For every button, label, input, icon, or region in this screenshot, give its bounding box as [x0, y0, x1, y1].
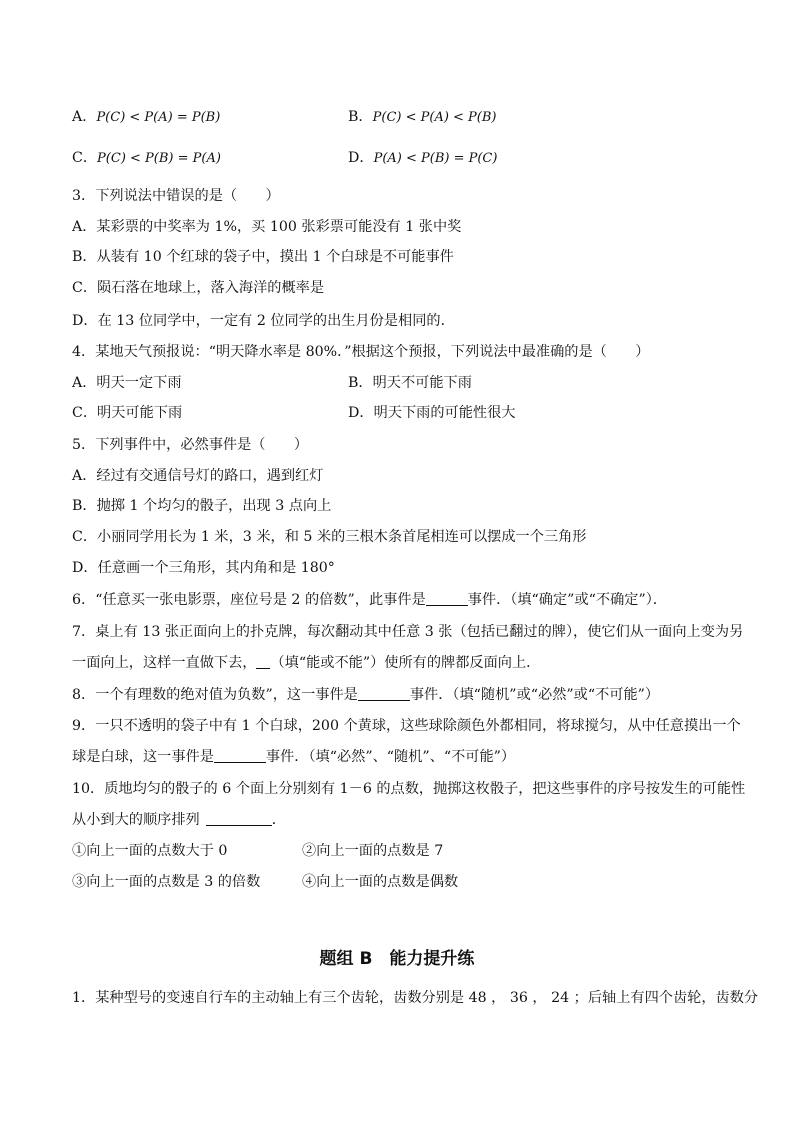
q4-option-b: B．明天不可能下雨 [348, 375, 472, 391]
q10-option-4: ④向上一面的点数是偶数 [302, 874, 459, 890]
q8 [72, 685, 659, 705]
q3-option-a: A．某彩票的中奖率为 1%，买 100 张彩票可能没有 1 张中奖 [72, 219, 462, 235]
q4-stem: 4．某地天气预报说：“明天降水率是 80%．”根据这个预报，下列说法中最准确的是（ ） [72, 344, 650, 360]
q8-text-before: 8．一个有理数的绝对值为负数”，这一事件是 [72, 687, 358, 703]
q9-text-after: 事件．（填“必然”、“随机”、“不可能”） [265, 749, 516, 765]
q6-text-after: 事件．（填“确定”或“不确定”）． [467, 592, 667, 608]
q3-option-d: D．在 13 位同学中，一定有 2 位同学的出生月份是相同的． [72, 313, 455, 329]
q3-stem: 3．下列说法中错误的是（ ） [72, 188, 280, 204]
q6 [72, 590, 667, 610]
q10-answer-blank [206, 811, 272, 826]
q2-option-b [348, 107, 497, 128]
q5-option-a: A．经过有交通信号灯的路口，遇到红灯 [72, 468, 324, 484]
q7-answer-blank [256, 654, 270, 669]
section-b-title: 题组 B 能力提升练 [319, 949, 475, 969]
q7-line2 [72, 653, 540, 673]
q2-option-a [72, 107, 220, 128]
q5-option-b: B．抛掷 1 个均匀的骰子，出现 3 点向上 [72, 498, 332, 514]
q10-option-1: ①向上一面的点数大于 0 [72, 843, 228, 859]
q8-text-after: 事件．（填“随机”或“必然”或“不可能”） [409, 687, 660, 703]
q10-option-3: ③向上一面的点数是 3 的倍数 [72, 874, 261, 890]
q10-option-2: ②向上一面的点数是 7 [302, 843, 444, 859]
q9-text-before: 球是白球，这一事件是 [72, 749, 214, 765]
q8-answer-blank [358, 686, 410, 701]
q5-stem: 5．下列事件中，必然事件是（ ） [72, 437, 309, 453]
section-b-q1: 1．某种型号的变速自行车的主动轴上有三个齿轮，齿数分别是 48 ， 36 ， 24 ；后轴上有四个齿轮，齿数分 [72, 990, 759, 1006]
q2-option-d-label: D． [348, 150, 374, 166]
q3-option-c: C．陨石落在地球上，落入海洋的概率是 [72, 280, 325, 296]
q4-option-a: A．明天一定下雨 [72, 375, 182, 391]
q4-option-c: C．明天可能下雨 [72, 405, 183, 421]
q6-answer-blank [426, 591, 468, 606]
q9-answer-blank [214, 748, 266, 763]
q10-text-before: 从小到大的顺序排列 [72, 812, 200, 828]
q6-text-before: 6．“任意买一张电影票，座位号是 2 的倍数”，此事件是 [72, 592, 426, 608]
q2-option-d [348, 148, 497, 169]
q4-option-d: D．明天下雨的可能性很大 [348, 405, 516, 421]
q2-option-a-label: A． [72, 109, 97, 125]
q5-option-d: D．任意画一个三角形，其内角和是 180° [72, 560, 335, 576]
q10-line2 [72, 810, 286, 830]
q3-option-b: B．从装有 10 个红球的袋子中，摸出 1 个白球是不可能事件 [72, 249, 454, 265]
q2-option-b-label: B． [348, 109, 373, 125]
q2-option-c [72, 148, 221, 169]
q10-text-after: ． [271, 812, 286, 828]
q7-text-after: （填“能或不能”）使所有的牌都反面向上． [270, 655, 541, 671]
q2-option-c-label: C． [72, 150, 98, 166]
q2-option-b-expr: P(C) < P(A) < P(B) [372, 110, 497, 125]
q2-option-c-expr: P(C) < P(B) = P(A) [97, 151, 221, 166]
q2-option-a-expr: P(C) < P(A) = P(B) [96, 110, 221, 125]
q10-line1: 10．质地均匀的骰子的 6 个面上分别刻有 1－6 的点数，抛掷这枚骰子，把这些事件的序号按发生的可能性 [72, 781, 746, 797]
q9-line2 [72, 747, 515, 767]
q2-option-d-expr: P(A) < P(B) = P(C) [373, 151, 498, 166]
q7-line1: 7．桌上有 13 张正面向上的扑克牌，每次翻动其中任意 3 张（包括已翻过的牌），使它们从一面向上变为另 [72, 624, 744, 640]
q5-option-c: C．小丽同学用长为 1 米，3 米，和 5 米的三根木条首尾相连可以摆成一个三角形 [72, 529, 587, 545]
q9-line1: 9．一只不透明的袋子中有 1 个白球，200 个黄球，这些球除颜色外都相同，将球搅匀，从中任意摸出一个 [72, 718, 741, 734]
q7-text-before: 一面向上，这样一直做下去， [72, 655, 257, 671]
